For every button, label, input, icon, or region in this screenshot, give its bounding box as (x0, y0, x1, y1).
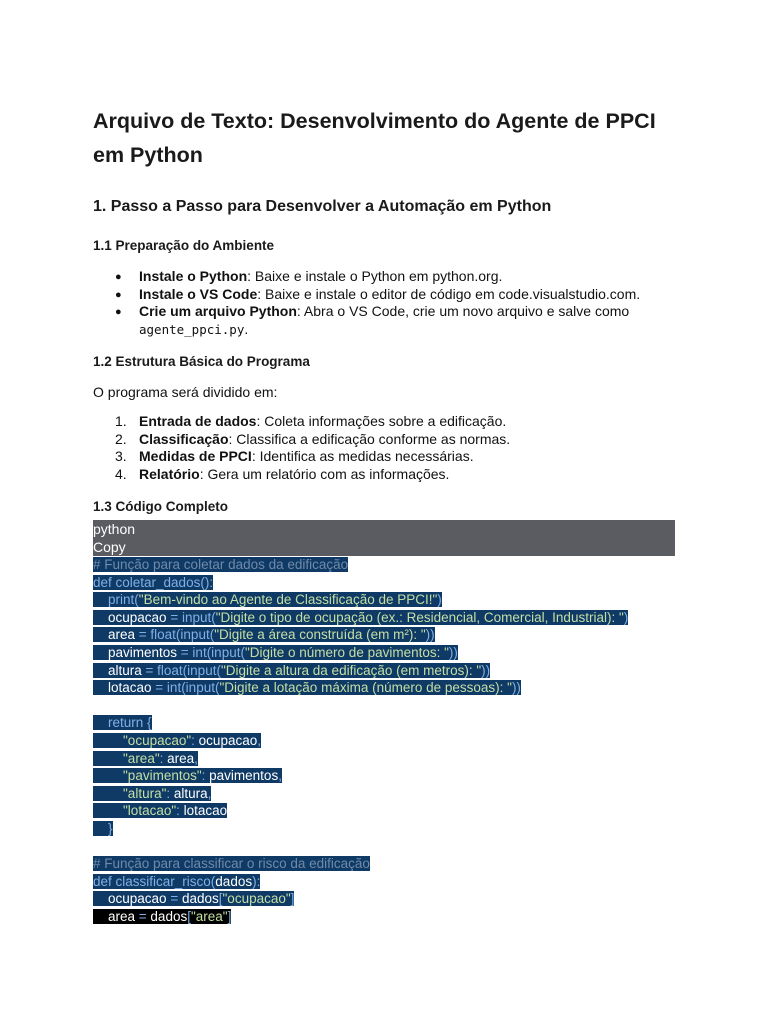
code-token (93, 733, 123, 748)
code-token: altura (173, 785, 208, 801)
code-line (93, 556, 628, 574)
code-token: } (108, 820, 113, 836)
code-block (93, 556, 628, 925)
code-token: ) (437, 592, 442, 608)
code-token: dados (215, 873, 253, 889)
code-token: = (138, 908, 151, 924)
code-token: , (257, 732, 261, 748)
list-item-text: : Gera um relatório com as informações. (199, 465, 450, 482)
code-token: = input( (170, 609, 216, 625)
code-line (93, 873, 628, 891)
code-line (93, 732, 628, 750)
code-token: = (170, 891, 182, 907)
code-token: "lotacao" (123, 803, 177, 819)
code-token: )) (448, 644, 458, 660)
code-token: pavimentos (93, 644, 181, 660)
list-item-tail: . (244, 320, 249, 337)
code-line-highlight (93, 592, 442, 607)
list-item-text: : Baixe e instale o Python em python.org. (247, 268, 503, 284)
code-token: )) (511, 680, 521, 696)
code-token: "Bem-vindo ao Agente de Classificação de PPCI!" (138, 592, 438, 608)
list-item-term: Medidas de PPCI (139, 448, 252, 464)
code-token: [ (218, 891, 223, 907)
code-line (93, 609, 628, 627)
code-token (93, 803, 123, 818)
list-item-term: Crie um arquivo Python (139, 303, 297, 319)
document-title: Arquivo de Texto: Desenvolvimento do Agente de PPCI em Python (93, 109, 656, 167)
list-item-text: : Identifica as medidas necessárias. (251, 448, 474, 464)
code-line (93, 802, 628, 820)
list-number: 1. (115, 413, 127, 429)
code-token: area (93, 627, 139, 643)
code-line (93, 714, 628, 732)
code-line (93, 574, 628, 592)
list-item-text: : Abra o VS Code, crie um novo arquivo e salve como (296, 303, 630, 319)
code-token: ) (623, 609, 629, 625)
code-token: return { (108, 715, 152, 731)
bullet-marker: ● (115, 271, 122, 283)
code-line (93, 591, 628, 609)
code-token: ocupacao (198, 732, 258, 748)
code-token: area (93, 908, 139, 924)
code-token: "Digite a área construída (em m²): " (214, 627, 426, 643)
subsection-heading-preparacao: 1.1 Preparação do Ambiente (93, 238, 275, 253)
bullet-marker: ● (115, 306, 122, 318)
code-token: , (207, 785, 212, 801)
code-token: : (191, 732, 199, 748)
code-line-highlight (93, 768, 282, 783)
code-line (93, 890, 628, 908)
code-token: "ocupacao" (123, 732, 192, 748)
code-line-highlight (93, 575, 213, 590)
code-token: def classificar_risco( (93, 873, 216, 889)
list-item (93, 303, 683, 338)
code-line-highlight (93, 733, 261, 748)
code-token: ocupacao (93, 891, 171, 907)
list-item-term: Entrada de dados (139, 413, 257, 429)
code-token: altura (93, 662, 146, 678)
code-line-highlight (93, 891, 294, 906)
code-token: [ (187, 908, 191, 924)
code-token: def coletar_dados(): (93, 574, 214, 590)
bullet-marker: ● (115, 288, 122, 301)
code-line (93, 820, 628, 838)
code-token: lotacao (93, 680, 156, 696)
code-token (93, 751, 123, 766)
code-token (93, 715, 108, 730)
code-token: ocupacao (93, 609, 171, 625)
code-token: = float(input( (145, 662, 221, 678)
code-token: # Função para classificar o risco da edificação (93, 856, 370, 872)
code-line (93, 679, 628, 697)
code-token: : (201, 768, 210, 784)
subsection-heading-estrutura: 1.2 Estrutura Básica do Programa (93, 354, 310, 369)
code-token: "ocupacao" (222, 891, 291, 907)
code-token: : (166, 785, 174, 801)
code-line (93, 626, 628, 644)
structure-intro: O programa será dividido em: (93, 384, 278, 400)
code-line (93, 644, 628, 662)
code-token: print( (108, 592, 139, 608)
code-line-highlight (93, 610, 628, 625)
code-token: area (167, 750, 195, 766)
subsection-heading-codigo: 1.3 Código Completo (93, 499, 228, 514)
code-line (93, 855, 628, 873)
list-item-text: : Coleta informações sobre a edificação. (256, 413, 507, 429)
code-token: "area" (190, 908, 228, 924)
list-item-term: Instale o VS Code (139, 285, 258, 302)
code-token (93, 786, 123, 801)
code-line (93, 908, 628, 926)
section-heading: 1. Passo a Passo para Desenvolver a Automação em Python (93, 198, 552, 215)
list-item-text: : Baixe e instale o editor de código em code.visualstudio.com. (257, 285, 641, 302)
code-line-highlight (93, 557, 348, 572)
code-token: "Digite a lotação máxima (número de pessoas): " (219, 680, 512, 696)
code-line-highlight (93, 645, 458, 660)
list-item (93, 466, 683, 484)
code-line (93, 697, 628, 715)
code-line-highlight (93, 627, 435, 642)
list-item (93, 413, 683, 431)
code-token: ): (252, 873, 261, 889)
list-item (93, 286, 683, 304)
list-item-text: : Classifica a edificação conforme as normas. (228, 430, 511, 447)
list-item (93, 268, 683, 286)
code-token: "Digite o tipo de ocupação (ex.: Residencial, Comercial, Industrial): " (215, 609, 624, 625)
code-line-highlight (93, 715, 152, 730)
code-token: "Digite a altura da edificação (em metros): " (220, 662, 482, 678)
code-line-highlight (93, 856, 370, 871)
list-item-term: Relatório (139, 465, 200, 482)
code-language-label: python (93, 521, 136, 537)
code-token: = float(input( (138, 627, 215, 643)
code-line (93, 785, 628, 803)
filename-code: agente_ppci.py (139, 321, 245, 337)
code-line-highlight (93, 663, 490, 678)
structure-list (93, 413, 683, 483)
code-token: pavimentos (209, 768, 279, 784)
code-token: ] (290, 891, 295, 907)
list-number: 3. (115, 448, 127, 464)
preparation-list (93, 268, 683, 338)
code-token: "area" (123, 750, 160, 766)
code-line (93, 750, 628, 768)
list-number: 2. (115, 430, 127, 447)
code-token: , (194, 750, 198, 766)
code-token: = int(input( (155, 680, 220, 696)
code-token: ] (227, 908, 232, 924)
list-item-term: Instale o Python (139, 268, 248, 284)
code-line-highlight (93, 821, 113, 836)
code-token (93, 768, 123, 783)
code-token (93, 821, 108, 836)
code-line-highlight (93, 909, 231, 924)
code-line-highlight (93, 874, 260, 889)
code-line (93, 767, 628, 785)
code-token: "altura" (123, 785, 167, 801)
copy-button[interactable]: Copy (93, 539, 126, 555)
code-token: , (278, 768, 282, 784)
code-token: dados (181, 891, 219, 907)
list-item (93, 448, 683, 466)
code-token: )) (481, 662, 491, 678)
code-token: : (159, 750, 168, 766)
code-line-highlight (93, 751, 198, 766)
list-number: 4. (115, 465, 127, 482)
code-line-highlight (93, 680, 521, 695)
code-token: "pavimentos" (123, 768, 202, 784)
code-token: "Digite o número de pavimentos: " (244, 644, 449, 660)
list-item (93, 431, 683, 449)
code-block-header (93, 520, 675, 556)
code-token (93, 592, 108, 607)
code-line-highlight (93, 786, 211, 801)
code-token: lotacao (183, 803, 228, 819)
code-token: : (176, 803, 184, 819)
code-token: dados (150, 908, 188, 924)
list-item-term: Classificação (139, 430, 229, 447)
code-line (93, 838, 628, 856)
code-line (93, 662, 628, 680)
code-token: = int(input( (180, 644, 245, 660)
code-line-highlight (93, 803, 227, 818)
code-token: )) (425, 627, 435, 643)
code-token: # Função para coletar dados da edificação (93, 557, 349, 572)
